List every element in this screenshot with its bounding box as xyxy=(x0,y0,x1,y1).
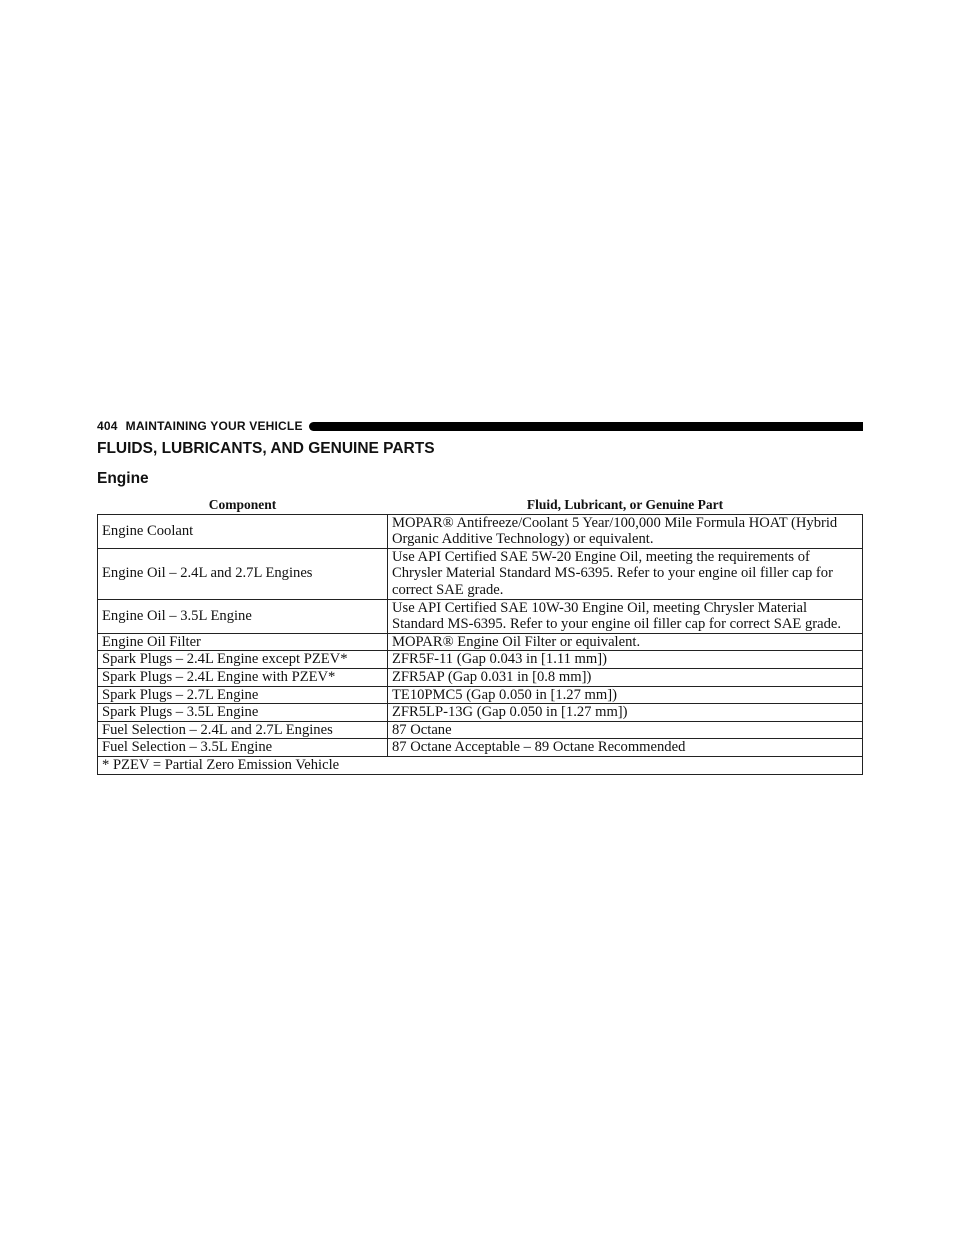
part-cell: 87 Octane xyxy=(388,721,863,739)
table-row xyxy=(98,704,863,722)
part-cell: MOPAR® Antifreeze/Coolant 5 Year/100,000 Mile Formula HOAT (Hybrid Organic Additive Technology) or equivalent. xyxy=(388,514,863,548)
part-cell: TE10PMC5 (Gap 0.050 in [1.27 mm]) xyxy=(388,686,863,704)
component-cell: Fuel Selection – 3.5L Engine xyxy=(98,739,388,757)
table-footnote: * PZEV = Partial Zero Emission Vehicle xyxy=(98,756,863,774)
page-title: FLUIDS, LUBRICANTS, AND GENUINE PARTS xyxy=(97,440,435,457)
table-row xyxy=(98,739,863,757)
section-subtitle: Engine xyxy=(97,470,149,487)
table-row xyxy=(98,514,863,548)
table-row xyxy=(98,668,863,686)
part-cell: Use API Certified SAE 10W-30 Engine Oil, meeting Chrysler Material Standard MS-6395. Refer to your engine oil filler cap for correct SAE grade. xyxy=(388,599,863,633)
table-row xyxy=(98,633,863,651)
fluids-table xyxy=(97,497,863,775)
table-row xyxy=(98,548,863,599)
page-header xyxy=(97,418,863,434)
component-cell: Spark Plugs – 2.4L Engine with PZEV* xyxy=(98,668,388,686)
table-footnote-row xyxy=(98,756,863,774)
part-cell: 87 Octane Acceptable – 89 Octane Recommended xyxy=(388,739,863,757)
column-header-component: Component xyxy=(208,497,277,512)
component-cell: Spark Plugs – 3.5L Engine xyxy=(98,704,388,722)
part-cell: ZFR5F-11 (Gap 0.043 in [1.11 mm]) xyxy=(388,651,863,669)
part-cell: Use API Certified SAE 5W-20 Engine Oil, meeting the requirements of Chrysler Material Standard MS-6395. Refer to your engine oil filler cap for correct SAE grade. xyxy=(388,548,863,599)
component-cell: Engine Coolant xyxy=(98,514,388,548)
header-rule xyxy=(309,422,863,431)
part-cell: ZFR5LP-13G (Gap 0.050 in [1.27 mm]) xyxy=(388,704,863,722)
component-cell: Fuel Selection – 2.4L and 2.7L Engines xyxy=(98,721,388,739)
table-row xyxy=(98,686,863,704)
part-cell: MOPAR® Engine Oil Filter or equivalent. xyxy=(388,633,863,651)
table-row xyxy=(98,651,863,669)
component-cell: Engine Oil – 2.4L and 2.7L Engines xyxy=(98,548,388,599)
table-header-row xyxy=(98,497,863,514)
component-cell: Spark Plugs – 2.4L Engine except PZEV* xyxy=(98,651,388,669)
table-row xyxy=(98,721,863,739)
component-cell: Engine Oil – 3.5L Engine xyxy=(98,599,388,633)
column-header-part: Fluid, Lubricant, or Genuine Part xyxy=(526,497,724,512)
section-name: MAINTAINING YOUR VEHICLE xyxy=(125,419,303,433)
component-cell: Spark Plugs – 2.7L Engine xyxy=(98,686,388,704)
component-cell: Engine Oil Filter xyxy=(98,633,388,651)
part-cell: ZFR5AP (Gap 0.031 in [0.8 mm]) xyxy=(388,668,863,686)
table-row xyxy=(98,599,863,633)
page-number: 404 xyxy=(97,419,118,433)
